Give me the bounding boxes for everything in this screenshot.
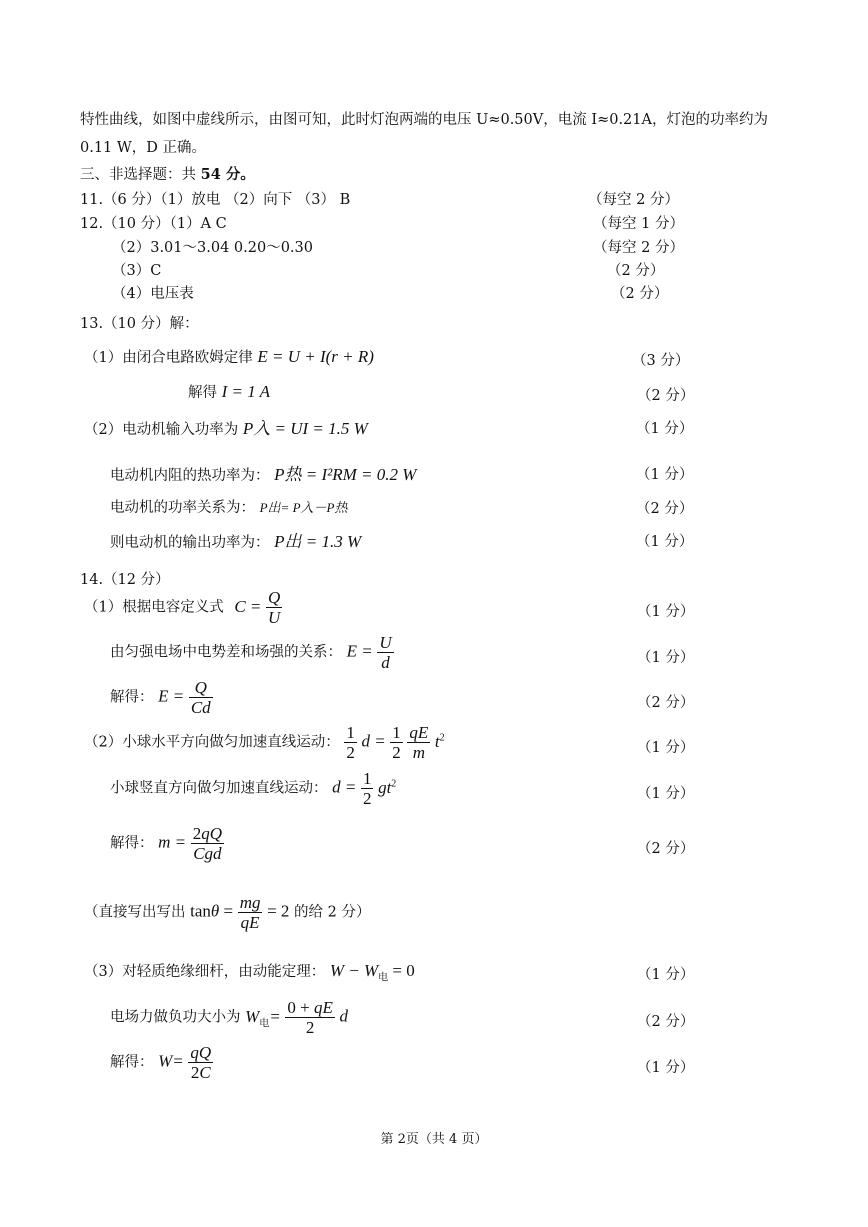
q13-step-4-text: 电动机内阻的热功率为： [110, 468, 270, 484]
q13-step-3-text: （2）电动机输入功率为 [84, 422, 239, 438]
q13-step-5-equation: P出= P入－P热 [259, 500, 348, 515]
q13-step-6-text: 则电动机的输出功率为： [110, 535, 270, 551]
section-heading-prefix: 三、非选择题：共 [80, 167, 201, 183]
q14-step-3-text: 解得： [110, 689, 154, 706]
q14-step-8 [84, 960, 415, 983]
q14-step-1-score: （1 分） [637, 604, 695, 620]
q14-step-1 [84, 588, 282, 627]
q13-step-3 [84, 414, 368, 439]
q14-step-5-lhs: d = [332, 777, 357, 797]
q14-step-9-lhs: $W_电=$ [245, 1006, 281, 1029]
q14-half-fraction-c: $\frac{1}{2}$ [362, 769, 372, 808]
q14-step-1-lhs: C = [234, 596, 262, 616]
intro-line-1: 特性曲线，如图中虚线所示，由图可知，此时灯泡两端的电压 U≈0.50V，电流 I≈0.21A，灯泡的功率约为 [80, 112, 768, 128]
q13-step-4-score: （1 分） [636, 467, 694, 483]
q14-step-4-score: （1 分） [637, 740, 695, 756]
q14-step-10-lhs: W= [158, 1051, 184, 1071]
q12-sub2: （2）3.01～3.04 0.20～0.30 [112, 240, 313, 256]
q13-step-1-text: （1）由闭合电路欧姆定律 [84, 350, 253, 366]
q14-step-10-score: （1 分） [637, 1060, 695, 1076]
q14-step-2-text: 由匀强电场中电势差和场强的关系： [110, 644, 342, 661]
q12-score: （每空 1 分） [593, 216, 684, 232]
q14-title: 14.（12 分） [80, 572, 170, 588]
q13-step-2 [188, 381, 270, 402]
q14-work-result-fraction: $\frac{qQ}{2C}$ [190, 1043, 212, 1082]
q14-step-6-lhs: m = [158, 832, 187, 852]
q13-step-1-score: （3 分） [632, 353, 690, 369]
q14-capacitance-fraction: $\frac{Q}{U}$ [268, 588, 281, 627]
q14-step-6-score: （2 分） [637, 841, 695, 857]
q14-step-8-score: （1 分） [637, 967, 695, 983]
q13-step-3-equation: P入 = UI = 1.5 W [242, 419, 368, 438]
q14-step-5-score: （1 分） [637, 786, 695, 802]
q14-step-6 [110, 824, 224, 863]
q14-step-4 [84, 723, 445, 762]
q14-step-2 [110, 633, 394, 672]
q14-step-2-lhs: E = [346, 641, 373, 661]
q13-step-5-text: 电动机的功率关系为： [110, 500, 255, 516]
q13-step-1 [84, 346, 374, 367]
q14-note-pre: （直接写出写出 [84, 904, 186, 921]
q14-step-8-equation: $W - W_电 = 0$ [329, 961, 415, 984]
q14-mass-fraction: $\frac{2qQ}{\text{Cgd}}$ [192, 824, 222, 863]
q14-field-result-fraction: $\frac{Q}{Cd}$ [190, 678, 211, 717]
q14-step-6-text: 解得： [110, 835, 154, 852]
q12-sub4-score: （2 分） [611, 286, 669, 302]
q13-step-1-equation: E = U + I(r + R) [257, 347, 374, 366]
q13-step-6-equation: P出 = 1.3 W [274, 532, 362, 551]
q14-step-5 [110, 769, 396, 808]
q14-work-fraction: $\frac{0 + qE}{2}$ [287, 998, 333, 1037]
q14-note-post: 的给 2 分） [294, 904, 371, 921]
q14-step-9-score: （2 分） [637, 1014, 695, 1030]
q13-step-6 [110, 527, 361, 552]
q12-sub2-score: （每空 2 分） [593, 240, 684, 256]
q14-step-8-text: （3）对轻质绝缘细杆，由动能定理： [84, 964, 326, 980]
q14-step-5-text: 小球竖直方向做匀加速直线运动： [110, 780, 328, 797]
q13-step-2-equation: I = 1 A [221, 382, 271, 401]
q14-step-3 [110, 678, 213, 717]
q14-step-10-text: 解得： [110, 1054, 154, 1071]
q14-step-9-tail: d [339, 1006, 348, 1026]
q14-step-4-text: （2）小球水平方向做匀加速直线运动： [84, 734, 340, 751]
q14-note-tan: tanθ = [190, 901, 234, 921]
q14-step-1-text: （1）根据电容定义式 [84, 599, 224, 616]
page-footer: 第 2页（共 4 页） [380, 1132, 488, 1147]
q13-step-6-score: （1 分） [636, 534, 694, 550]
q14-step-3-score: （2 分） [637, 695, 695, 711]
q14-step-9 [110, 998, 348, 1037]
q12-answer: 12.（10 分）（1）A C [80, 216, 227, 232]
q14-step-3-lhs: E = [158, 686, 185, 706]
q13-step-2-score: （2 分） [637, 388, 695, 404]
q11-answer: 11.（6 分）（1）放电 （2）向下 （3） B [80, 192, 351, 208]
q13-step-4-equation: P热 = I²RM = 0.2 W [274, 465, 417, 484]
q14-note-equals: = 2 [267, 901, 290, 921]
q12-sub4: （4）电压表 [112, 286, 194, 302]
intro-line-2: 0.11 W，D 正确。 [80, 140, 207, 156]
q14-step-5-tail: $gt^2$ [378, 777, 397, 797]
section-heading-score: 54 分。 [200, 166, 255, 183]
q14-step-4-mid: d = [361, 731, 386, 751]
q12-sub3: （3）C [112, 263, 162, 279]
q12-sub3-score: （2 分） [607, 263, 665, 279]
q14-field-fraction: $\frac{U}{d}$ [379, 633, 392, 672]
q14-note [84, 893, 371, 932]
q13-step-4 [110, 460, 416, 485]
q14-accel-fraction: $\frac{qE}{m}$ [409, 723, 429, 762]
q13-step-2-text: 解得 [188, 385, 217, 401]
q14-step-2-score: （1 分） [637, 650, 695, 666]
section-heading [80, 163, 255, 184]
q11-score: （每空 2 分） [588, 192, 679, 208]
q14-step-9-text: 电场力做负功大小为 [110, 1009, 241, 1026]
q13-title: 13.（10 分）解： [80, 316, 199, 332]
q14-half-fraction-b: $\frac{1}{2}$ [392, 723, 401, 762]
q13-step-5 [110, 496, 347, 517]
q14-step-10 [110, 1043, 213, 1082]
q14-tan-fraction: $\frac{mg}{qE}$ [239, 893, 261, 932]
q14-half-fraction-a: $\frac{1}{2}$ [346, 723, 355, 762]
q13-step-5-score: （2 分） [636, 501, 694, 517]
q14-step-4-tail: $t^2$ [434, 731, 445, 751]
q13-step-3-score: （1 分） [636, 421, 694, 437]
